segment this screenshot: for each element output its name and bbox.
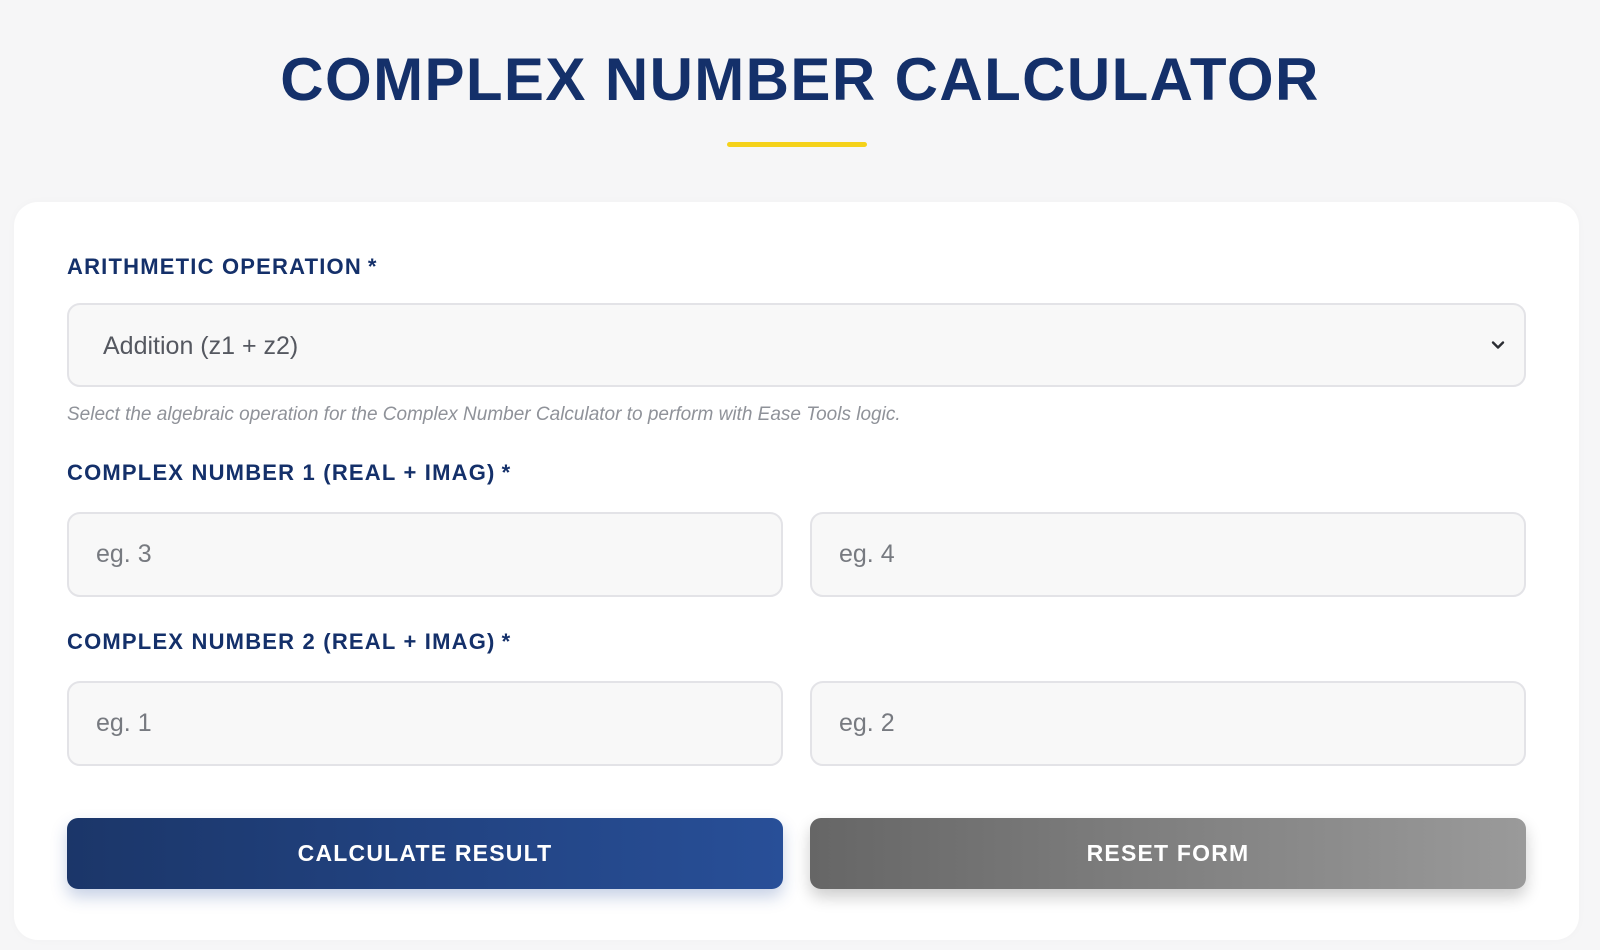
operation-selected-value: Addition (z1 + z2) (103, 332, 299, 360)
calculate-result-button[interactable]: CALCULATE RESULT (67, 818, 783, 889)
reset-form-button[interactable]: RESET FORM (810, 818, 1526, 889)
number2-label-text: COMPLEX NUMBER 2 (REAL + IMAG) (67, 629, 496, 654)
number1-label (67, 458, 511, 488)
page-title: COMPLEX NUMBER CALCULATOR (280, 46, 1320, 113)
number1-label-text: COMPLEX NUMBER 1 (REAL + IMAG) (67, 460, 496, 485)
page-header (0, 38, 1600, 122)
number2-real-input[interactable] (67, 681, 783, 766)
operation-label (67, 252, 378, 282)
title-underline (727, 142, 867, 147)
operation-label-text: ARITHMETIC OPERATION (67, 254, 362, 279)
chevron-down-icon (1489, 336, 1507, 354)
number2-label (67, 627, 511, 657)
calculator-card (14, 202, 1579, 940)
operation-select[interactable] (67, 303, 1526, 387)
number1-required-marker: * (501, 460, 512, 485)
number1-imag-input[interactable] (810, 512, 1526, 597)
number1-real-input[interactable] (67, 512, 783, 597)
number2-imag-input[interactable] (810, 681, 1526, 766)
operation-hint: Select the algebraic operation for the Complex Number Calculator to perform with Ease Tools logic. (67, 404, 901, 425)
operation-required-marker: * (367, 254, 378, 279)
number2-required-marker: * (501, 629, 512, 654)
